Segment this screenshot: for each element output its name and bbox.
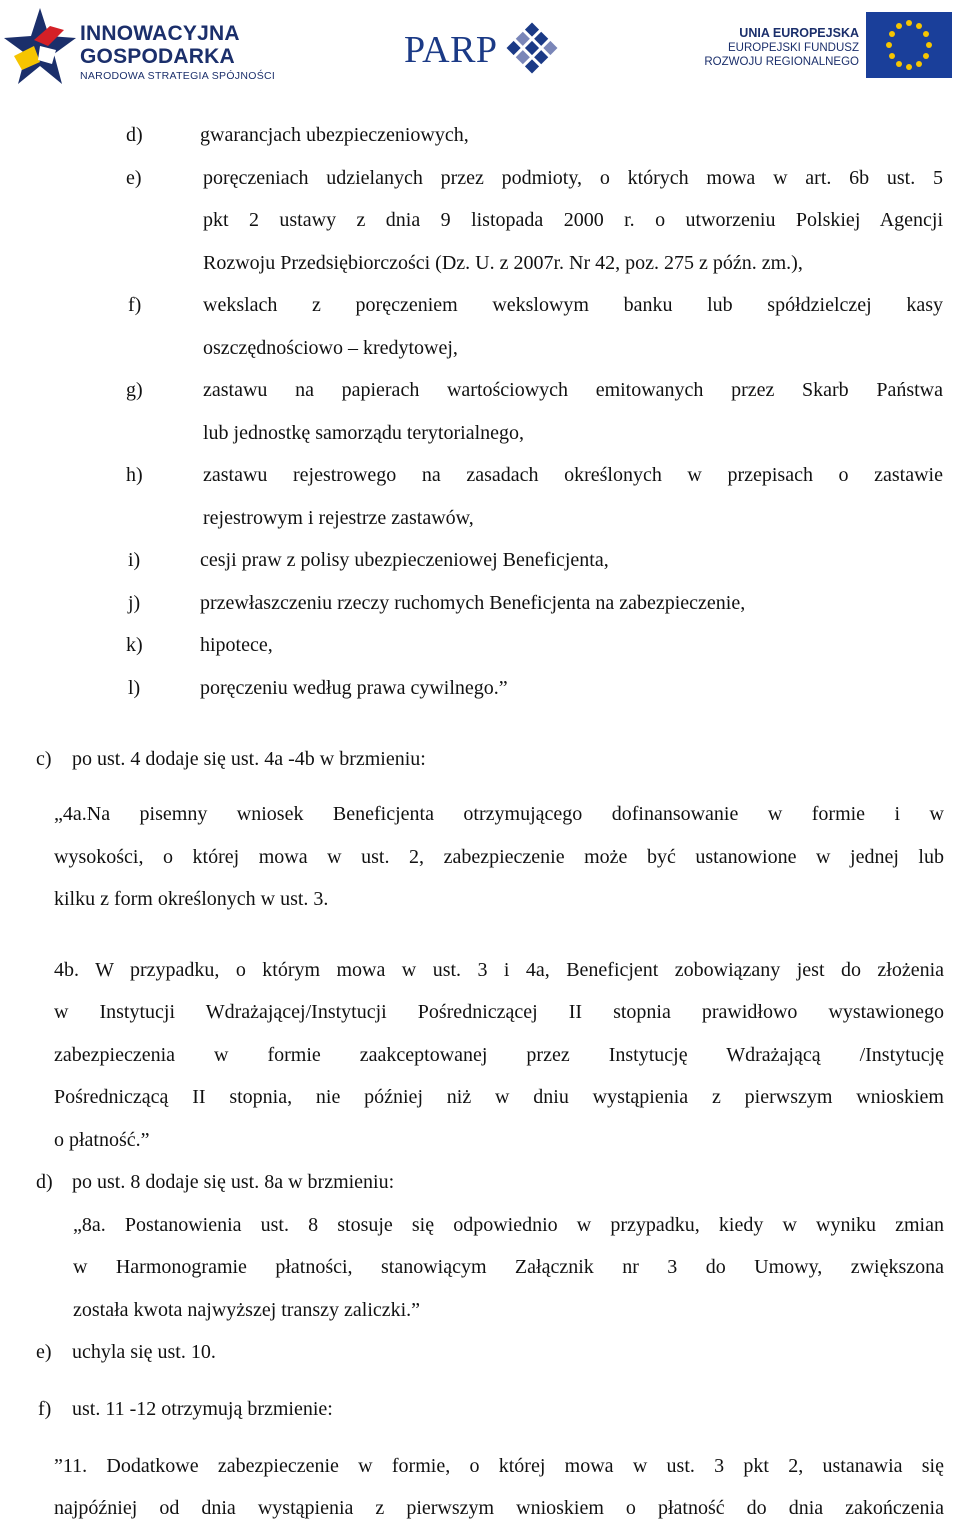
section-text: uchyla się ust. 10. <box>72 1341 216 1363</box>
item-label: e) <box>126 167 142 189</box>
page-header <box>0 0 960 95</box>
paragraph-line: najpóźniej od dnia wystąpienia z pierwszym wnioskiem o płatność do dnia zakończenia <box>54 1497 944 1519</box>
ig-line3: NARODOWA STRATEGIA SPÓJNOŚCI <box>80 70 276 82</box>
paragraph-line: w Harmonogramie płatności, stanowiącym Załącznik nr 3 do Umowy, zwiększona <box>73 1256 944 1278</box>
item-label: f) <box>128 294 142 316</box>
item-label: j) <box>128 592 141 614</box>
item-text: przewłaszczeniu rzeczy ruchomych Beneficjenta na zabezpieczenie, <box>200 592 746 614</box>
paragraph-line: „8a. Postanowienia ust. 8 stosuje się odpowiednio w przypadku, kiedy w wyniku zmian <box>73 1214 944 1236</box>
item-text: lub jednostkę samorządu terytorialnego, <box>203 422 525 444</box>
parp-diamond-icon <box>504 20 560 76</box>
section-label: e) <box>36 1341 52 1363</box>
paragraph-line: kilku z form określonych w ust. 3. <box>54 888 329 910</box>
item-text: wekslach z poręczeniem wekslowym banku lub spółdzielczej kasy <box>203 294 943 316</box>
item-label: l) <box>128 677 141 699</box>
item-label: h) <box>126 464 143 486</box>
item-label: k) <box>126 634 143 656</box>
item-label: d) <box>126 124 143 146</box>
section-text: ust. 11 -12 otrzymują brzmienie: <box>72 1398 333 1420</box>
eu-line3: ROZWOJU REGIONALNEGO <box>704 56 859 68</box>
item-text: gwarancjach ubezpieczeniowych, <box>200 124 469 146</box>
eu-line1: UNIA EUROPEJSKA <box>739 26 859 40</box>
paragraph-line: Pośredniczącą II stopnia, nie później niż w dniu wystąpienia z pierwszym wnioskiem <box>54 1086 944 1108</box>
item-text: rejestrowym i rejestrze zastawów, <box>203 507 474 529</box>
paragraph-line: ”11. Dodatkowe zabezpieczenie w formie, o której mowa w ust. 3 pkt 2, ustanawia się <box>54 1455 944 1477</box>
item-text: pkt 2 ustawy z dnia 9 listopada 2000 r. o utworzeniu Polskiej Agencji <box>203 209 943 231</box>
eu-logo <box>704 12 956 82</box>
paragraph-line: o płatność.” <box>54 1129 150 1151</box>
section-label: c) <box>36 748 52 770</box>
item-text: zastawu rejestrowego na zasadach określonych w przepisach o zastawie <box>203 464 943 486</box>
paragraph-line: 4b. W przypadku, o którym mowa w ust. 3 i 4a, Beneficjent zobowiązany jest do złożenia <box>54 959 944 981</box>
innowacyjna-gospodarka-logo <box>4 6 276 86</box>
item-text: zastawu na papierach wartościowych emitowanych przez Skarb Państwa <box>203 379 943 401</box>
section-label: d) <box>36 1171 53 1193</box>
ig-line1: INNOWACYJNA <box>80 22 240 45</box>
parp-logo <box>404 14 564 80</box>
item-text: hipotece, <box>200 634 273 656</box>
paragraph-line: „4a.Na pisemny wniosek Beneficjenta otrzymującego dofinansowanie w formie i w <box>54 803 944 825</box>
item-text: oszczędnościowo – kredytowej, <box>203 337 458 359</box>
item-text: cesji praw z polisy ubezpieczeniowej Beneficjenta, <box>200 549 609 571</box>
item-label: i) <box>128 549 141 571</box>
paragraph-line: w Instytucji Wdrażającej/Instytucji Pośredniczącej II stopnia prawidłowo wystawionego <box>54 1001 944 1023</box>
item-text: Rozwoju Przedsiębiorczości (Dz. U. z 2007r. Nr 42, poz. 275 z późn. zm.), <box>203 252 803 274</box>
ig-line2: GOSPODARKA <box>80 45 235 68</box>
eu-flag-icon <box>866 12 952 78</box>
item-text: poręczeniach udzielanych przez podmioty, o których mowa w art. 6b ust. 5 <box>203 167 943 189</box>
section-text: po ust. 4 dodaje się ust. 4a -4b w brzmieniu: <box>72 748 426 770</box>
section-label: f) <box>38 1398 52 1420</box>
item-label: g) <box>126 379 143 401</box>
paragraph-line: zabezpieczenia w formie zaakceptowanej przez Instytucję Wdrażającą /Instytucję <box>54 1044 944 1066</box>
paragraph-line: wysokości, o której mowa w ust. 2, zabezpieczenie może być ustanowione w jednej lub <box>54 846 944 868</box>
paragraph-line: została kwota najwyższej transzy zaliczki.” <box>73 1299 421 1321</box>
item-text: poręczeniu według prawa cywilnego.” <box>200 677 508 699</box>
eu-line2: EUROPEJSKI FUNDUSZ <box>728 42 859 54</box>
section-text: po ust. 8 dodaje się ust. 8a w brzmieniu: <box>72 1171 395 1193</box>
parp-text: PARP <box>404 29 498 71</box>
ig-star-icon <box>4 6 76 86</box>
